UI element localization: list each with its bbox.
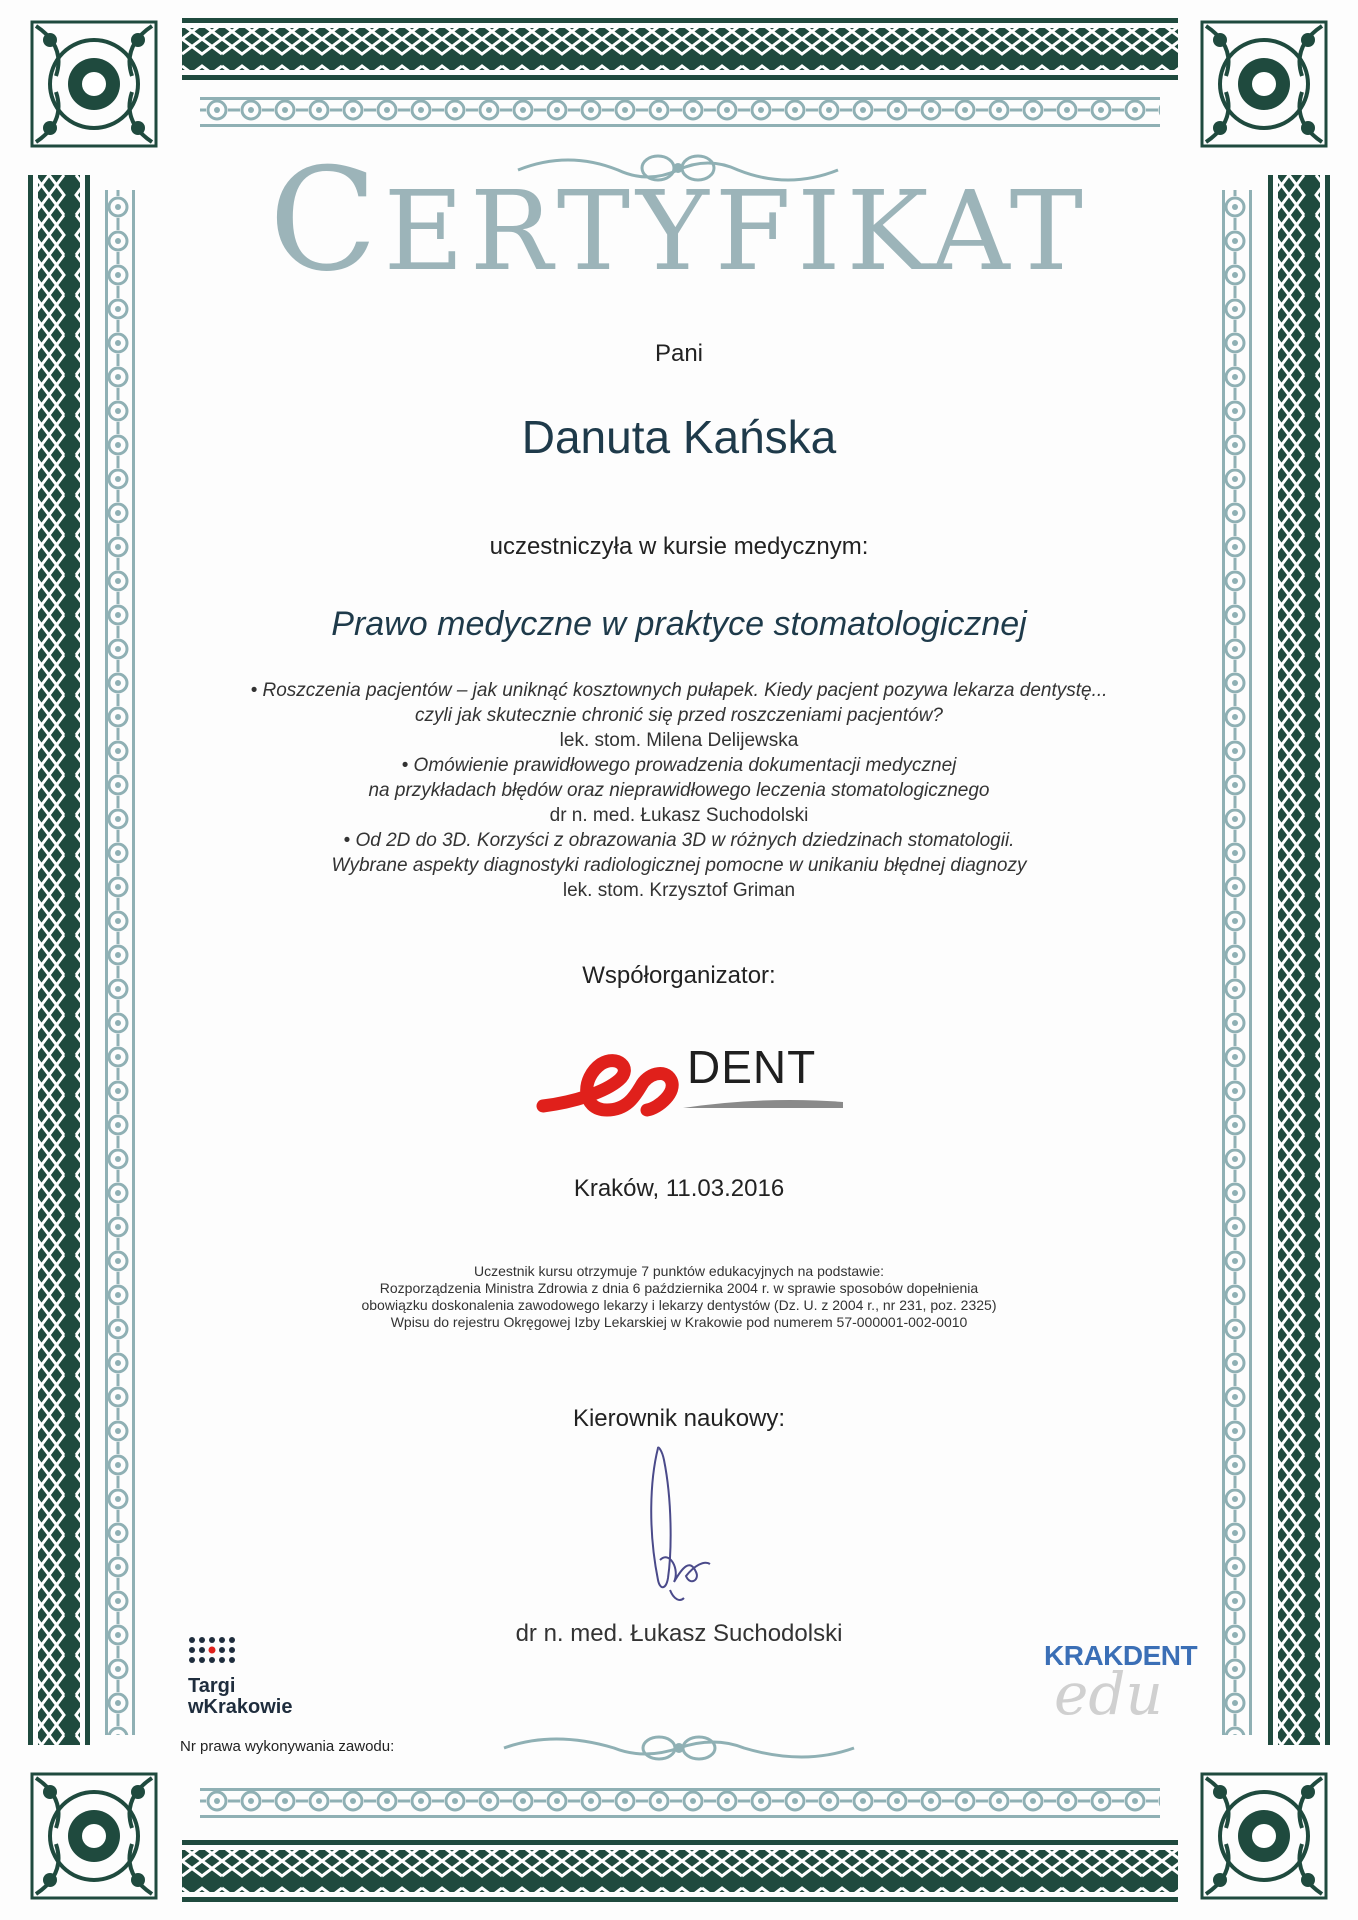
topic-2-line-2: na przykładach błędów oraz nieprawidłowego leczenia stomatologicznego [368,780,990,801]
endent-logo-underline [683,1094,843,1114]
targi-logo-text [188,1676,292,1718]
course-topics [0,678,1358,903]
krakdent-logo-subtext: edu [1054,1660,1163,1728]
place-and-date: Kraków, 11.03.2016 [573,1175,785,1202]
legal-line-1: Uczestnik kursu otrzymuje 7 punktów edukacyjnych na podstawie: [473,1263,885,1279]
salutation: Pani [654,340,704,367]
coorganizer-label: Współorganizator: [582,962,776,989]
license-number-label: Nr prawa wykonywania zawodu: [180,1738,395,1755]
topic-3-line-1: • Od 2D do 3D. Korzyści z obrazowania 3D w różnych dziedzinach stomatologii. [343,830,1015,851]
corner-ornament-top-left [26,16,162,152]
signer-name: dr n. med. Łukasz Suchodolski [515,1620,843,1647]
legal-basis [0,1263,1358,1331]
endent-logo-text: DENT [687,1041,817,1093]
topic-3-speaker: lek. stom. Krzysztof Griman [562,880,796,901]
krakdent-logo-text: KRAKDENT [1044,1640,1198,1671]
topic-1-speaker: lek. stom. Milena Delijewska [559,730,799,751]
endent-logo-mark [535,1040,695,1130]
scientific-head-label: Kierownik naukowy: [572,1405,786,1432]
top-ring-border [200,97,1160,127]
corner-ornament-top-right [1196,16,1332,152]
corner-ornament-bottom-left [26,1768,162,1904]
legal-line-2: Rozporządzenia Ministra Zdrowia z dnia 6 października 2004 r. w sprawie sposobów dopełnienia [379,1280,979,1296]
course-title: Prawo medyczne w praktyce stomatologicznej [331,605,1027,643]
corner-ornament-bottom-right [1196,1768,1332,1904]
certificate-title [0,138,1358,303]
topic-2-speaker: dr n. med. Łukasz Suchodolski [549,805,809,826]
targi-logo-line-2: wKrakowie [188,1696,293,1718]
topic-2-line-1: • Omówienie prawidłowego prowadzenia dokumentacji medycznej [401,755,957,776]
recipient-name: Danuta Kańska [521,411,837,463]
signature [630,1440,750,1610]
topic-3-line-2: Wybrane aspekty diagnostyki radiologicznej pomocne w unikaniu błędnej diagnozy [331,855,1027,876]
top-lattice-border [182,18,1178,80]
bottom-flourish [494,1726,864,1770]
targi-logo-line-1: Targi [188,1675,236,1697]
targi-dots-icon [188,1636,248,1676]
targi-w-krakowie-logo [180,1636,320,1726]
bottom-ring-border [200,1788,1160,1818]
title-initial: C [268,138,384,303]
legal-line-3: obowiązku doskonalenia zawodowego lekarzy i lekarzy dentystów (Dz. U. z 2004 r., nr 231, poz. 2325) [361,1297,997,1313]
legal-line-4: Wpisu do rejestru Okręgowej Izby Lekarskiej w Krakowie pod numerem 57-000001-002-0010 [390,1314,968,1330]
krakdent-edu-logo [1040,1640,1198,1728]
participation-statement: uczestniczyła w kursie medycznym: [489,533,869,560]
bottom-lattice-border [182,1840,1178,1902]
topic-1-line-1: • Roszczenia pacjentów – jak uniknąć kosztownych pułapek. Kiedy pacjent pozywa lekarza dentystę... [250,680,1108,701]
topic-1-line-2: czyli jak skutecznie chronić się przed roszczeniami pacjentów? [414,705,943,726]
title-rest: ERTYFIKAT [383,167,1090,295]
endent-logo [535,1040,835,1130]
